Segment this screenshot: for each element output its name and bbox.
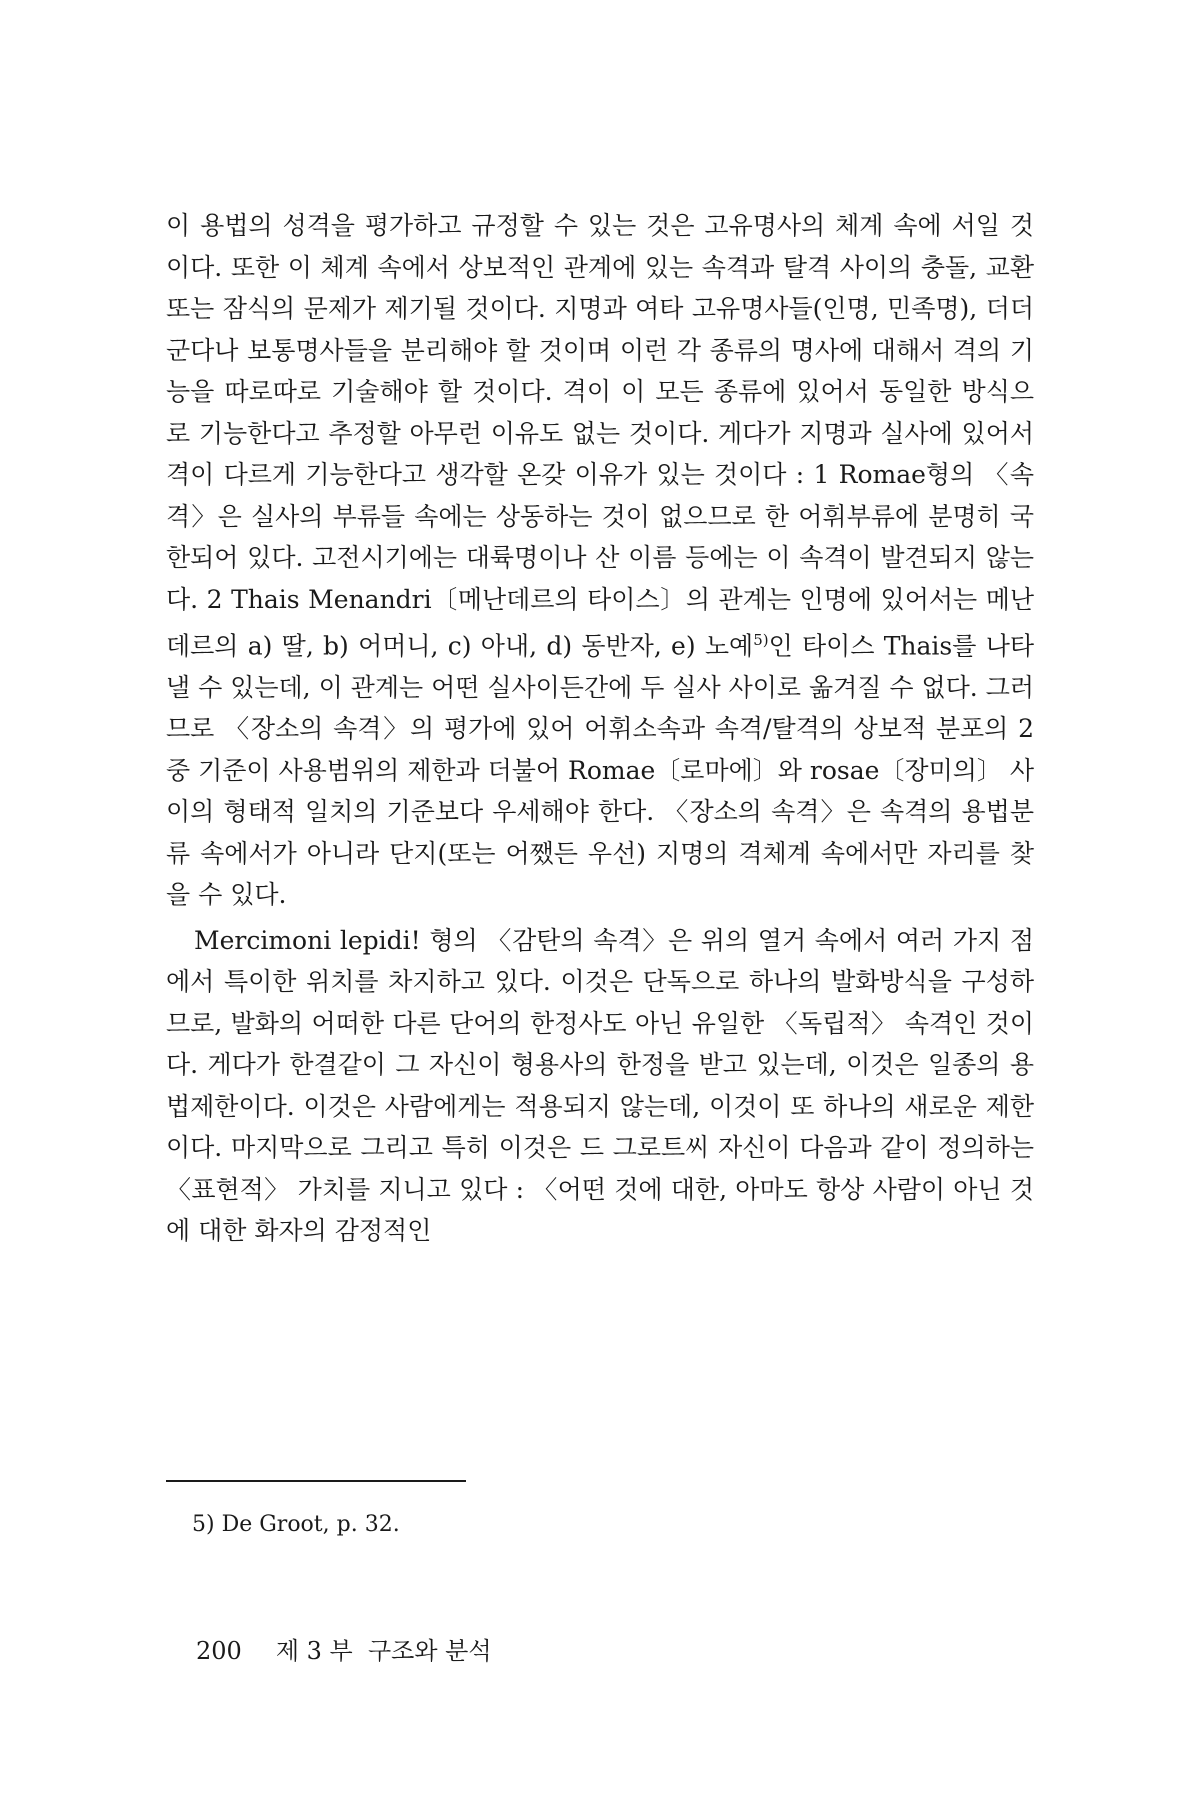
paragraph-text-continued: 인 타이스 Thais를 나타낼 수 있는데, 이 관계는 어떤 실사이든간에 두 실사 사이로 옮겨질 수 없다. 그러므로 〈장소의 속격〉의 평가에 있어 어휘소속과 속격/탈격의 상보적 분포의 2중 기준이 사용범위의 제한과 더불어 Romae〔로마에〕와 rosae〔장미의〕 사이의 형태적 일치의 기준보다 우세해야 한다. 〈장소의 속격〉은 속격의 용법분류 속에서가 아니라 단지(또는 어쨌든 우선) 지명의 격체계 속에서만 자리를 찾을 수 있다. (166, 631, 1034, 910)
body-text (166, 205, 1034, 1252)
paragraph: Mercimoni lepidi! 형의 〈감탄의 속격〉은 위의 열거 속에서 여러 가지 점에서 특이한 위치를 차지하고 있다. 이것은 단독으로 하나의 발화방식을 구성하므로, 발화의 어떠한 다른 단어의 한정사도 아닌 유일한 〈독립적〉 속격인 것이다. 게다가 한결같이 그 자신이 형용사의 한정을 받고 있는데, 이것은 일종의 용법제한이다. 이것은 사람에게는 적용되지 않는데, 이것이 또 하나의 새로운 제한이다. 마지막으로 그리고 특히 이것은 드 그로트씨 자신이 다음과 같이 정의하는 〈표현적〉 가치를 지니고 있다 : 〈어떤 것에 대한, 아마도 항상 사람이 아닌 것에 대한 화자의 감정적인 (166, 925, 1034, 1246)
paragraph-text: 이 용법의 성격을 평가하고 규정할 수 있는 것은 고유명사의 체계 속에 서일 것이다. 또한 이 체계 속에서 상보적인 관계에 있는 속격과 탈격 사이의 충돌, 교환 또는 잠식의 문제가 제기될 것이다. 지명과 여타 고유명사들(인명, 민족명), 더더군다나 보통명사들을 분리해야 할 것이며 이런 각 종류의 명사에 대해서 격의 기능을 따로따로 기술해야 할 것이다. 격이 이 모든 종류에 있어서 동일한 방식으로 기능한다고 추정할 아무런 이유도 없는 것이다. 게다가 지명과 실사에 있어서 격이 다르게 기능한다고 생각할 온갖 이유가 있는 것이다 : 1 Romae형의 〈속격〉은 실사의 부류들 속에는 상동하는 것이 없으므로 한 어휘부류에 분명히 국한되어 있다. 고전시기에는 대륙명이나 산 이름 등에는 이 속격이 발견되지 않는다. 2 Thais Menandri〔메난데르의 타이스〕의 관계는 인명에 있어서는 메난데르의 a) 딸, b) 어머니, c) 아내, d) 동반자, e) 노예 (166, 211, 1034, 661)
running-footer-section: 제 3 부 구조와 분석 (275, 1637, 492, 1665)
footnote-reference: 5) (753, 631, 769, 649)
page-number: 200 (196, 1637, 242, 1665)
paragraph (166, 205, 1034, 916)
footnote-divider (166, 1480, 466, 1482)
footnote: 5) De Groot, p. 32. (192, 1512, 400, 1537)
page-footer (196, 1636, 492, 1666)
